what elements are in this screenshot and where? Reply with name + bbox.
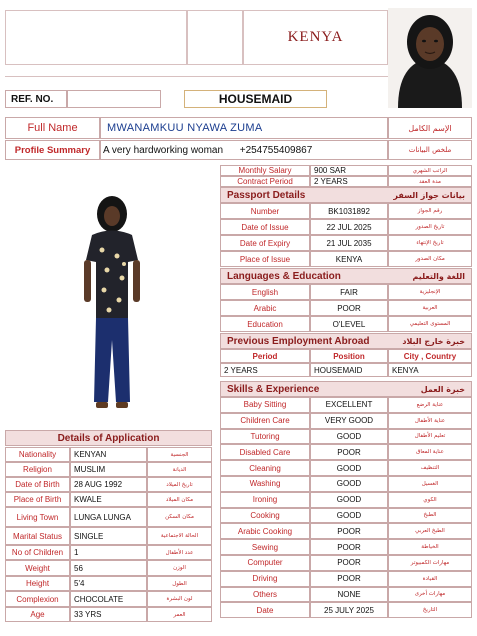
skills-row-label-text: Washing — [249, 479, 281, 489]
languages-header-text: Languages & Education — [227, 270, 341, 282]
application-row-ar-text: الديانة — [172, 466, 187, 473]
skills-row-label-text: Ironing — [252, 495, 278, 505]
skills-row-ar — [388, 508, 472, 524]
passport-row-label-text: Date of Issue — [241, 222, 289, 232]
passport-row-label — [220, 251, 310, 267]
application-row-ar-text: تاريخ الميلاد — [166, 481, 193, 488]
languages-row-label-text: Arabic — [253, 303, 277, 313]
salary-value — [310, 176, 388, 187]
headshot-photo — [388, 8, 472, 108]
application-row-value — [70, 591, 147, 607]
application-row-value — [70, 527, 147, 545]
employment-header — [220, 333, 472, 349]
application-row-value-text: KWALE — [74, 495, 102, 504]
skills-row-ar-text: عناية المعاق — [416, 449, 444, 456]
skills-row-value-text: GOOD — [336, 510, 362, 520]
application-row-label — [5, 492, 70, 507]
passport-header-ar: بيانات جواز السفر — [393, 190, 465, 200]
languages-row-value — [310, 284, 388, 300]
skills-row-value — [310, 555, 388, 571]
skills-row-ar-text: القيادة — [422, 575, 438, 582]
languages-row-label — [220, 284, 310, 300]
languages-row-value-text: O'LEVEL — [332, 319, 366, 329]
passport-row-label-text: Date of Expiry — [239, 238, 291, 248]
application-header-text: Details of Application — [57, 432, 160, 444]
position-box — [184, 90, 327, 108]
skills-row-ar — [388, 476, 472, 492]
application-row-label-text: Complexion — [16, 594, 59, 604]
application-header — [5, 430, 212, 446]
salary-label-text: Monthly Salary — [238, 166, 292, 175]
skills-row-label — [220, 523, 310, 539]
salary-ar-text: الراتب الشهري — [412, 167, 448, 174]
skills-row-ar-text: التاريخ — [422, 607, 438, 614]
passport-row-ar-text: تاريخ الصدور — [415, 224, 445, 230]
application-row-label-text: No of Children — [11, 548, 64, 557]
application-row-ar-text: العمر — [173, 611, 186, 618]
passport-row-value — [310, 219, 388, 235]
application-row-ar-text: الوزن — [173, 565, 186, 571]
skills-row-value — [310, 523, 388, 539]
salary-label-text: Contract Period — [237, 177, 293, 186]
passport-row-label-text: Place of Issue — [239, 254, 291, 264]
application-row-value-text: CHOCOLATE — [74, 594, 124, 604]
application-row-ar — [147, 545, 212, 560]
skills-row-label-text: Children Care — [240, 416, 290, 426]
skills-row-ar — [388, 429, 472, 445]
skills-row-ar-text: مهارات أخرى — [414, 591, 446, 598]
skills-row-label-text: Date — [256, 605, 274, 615]
top-left-box — [5, 10, 187, 65]
application-row-ar — [147, 447, 212, 462]
skills-row-value — [310, 539, 388, 555]
application-row-ar-text: مكان السكن — [165, 514, 194, 520]
passport-row-ar-text: مكان الصدور — [415, 256, 445, 262]
skills-row-ar — [388, 587, 472, 603]
application-row-value — [70, 560, 147, 576]
salary-ar — [388, 176, 472, 187]
application-row-label — [5, 545, 70, 560]
skills-row-label-text: Driving — [252, 574, 278, 584]
skills-row-value-text: VERY GOOD — [324, 416, 374, 426]
employment-col-header — [220, 349, 310, 363]
application-row-label — [5, 560, 70, 576]
application-row-value — [70, 576, 147, 591]
application-row-ar — [147, 492, 212, 507]
skills-row-label — [220, 587, 310, 603]
application-row-value — [70, 492, 147, 507]
languages-header-ar: اللغة والتعليم — [412, 271, 465, 281]
application-row-label-text: Age — [30, 610, 45, 619]
application-row-label-text: Living Town — [16, 512, 59, 522]
skills-row-ar-text: مهارات الكمبيوتر — [410, 559, 450, 566]
salary-value — [310, 165, 388, 176]
languages-row-ar-text: العربية — [422, 305, 438, 311]
skills-row-label-text: Disabled Care — [239, 447, 291, 457]
skills-row-value — [310, 444, 388, 460]
skills-header — [220, 381, 472, 397]
skills-row-ar — [388, 413, 472, 429]
salary-label — [220, 176, 310, 187]
passport-row-ar — [388, 219, 472, 235]
skills-row-value-text: POOR — [337, 447, 361, 457]
languages-row-ar — [388, 284, 472, 300]
skills-row-value — [310, 571, 388, 587]
passport-row-label — [220, 235, 310, 251]
skills-row-value-text: GOOD — [336, 479, 362, 489]
application-row-value-text: 33 YRS — [74, 610, 102, 619]
skills-header-ar: خبرة العمل — [420, 384, 465, 394]
application-row-ar — [147, 576, 212, 591]
salary-value-text: 2 YEARS — [314, 177, 348, 186]
application-row-value-text: KENYAN — [74, 450, 107, 459]
skills-row-label — [220, 413, 310, 429]
employment-col-header-text: Period — [252, 351, 278, 361]
skills-row-value — [310, 602, 388, 618]
full-name-ar — [388, 117, 472, 139]
skills-row-ar — [388, 571, 472, 587]
employment-cell — [310, 363, 388, 377]
full-name-ar-text: الإسم الكامل — [408, 123, 452, 133]
skills-row-value — [310, 476, 388, 492]
employment-header-text: Previous Employment Abroad — [227, 335, 370, 347]
skills-row-value-text: GOOD — [336, 431, 362, 441]
skills-row-label-text: Baby Sitting — [243, 400, 287, 410]
skills-row-value-text: 25 JULY 2025 — [324, 605, 374, 615]
skills-row-ar-text: الكوي — [423, 496, 437, 503]
ref-no-label — [5, 90, 67, 108]
profile-summary-value — [100, 140, 388, 160]
languages-row-value-text: FAIR — [340, 287, 358, 297]
passport-row-label-text: Number — [250, 206, 280, 216]
application-row-ar — [147, 591, 212, 607]
employment-header-ar: خبرة خارج البلاد — [402, 336, 465, 346]
languages-row-value-text: POOR — [337, 303, 361, 313]
languages-header — [220, 268, 472, 284]
application-row-label-text: Nationality — [18, 450, 57, 459]
skills-row-ar-text: الطبخ العربي — [415, 528, 445, 535]
passport-row-value-text: 21 JUL 2035 — [326, 238, 372, 248]
ref-no-value — [67, 90, 161, 108]
passport-row-value — [310, 203, 388, 219]
skills-row-value — [310, 587, 388, 603]
skills-row-label — [220, 555, 310, 571]
employment-col-header-text: Position — [333, 351, 365, 361]
skills-row-value-text: POOR — [337, 542, 361, 552]
application-row-value — [70, 462, 147, 477]
position-text: HOUSEMAID — [218, 92, 293, 106]
skills-row-value — [310, 429, 388, 445]
skills-row-value — [310, 492, 388, 508]
skills-row-label — [220, 539, 310, 555]
application-row-ar-text: الطول — [172, 580, 187, 587]
profile-summary-label — [5, 140, 100, 160]
skills-row-label — [220, 397, 310, 413]
application-row-value — [70, 507, 147, 527]
employment-col-header-text: City , Country — [403, 351, 457, 361]
application-row-ar — [147, 607, 212, 622]
passport-row-ar-text: تاريخ الإنتهاء — [416, 240, 444, 246]
profile-summary-label-text: Profile Summary — [14, 144, 91, 156]
application-row-ar-text: عدد الأطفال — [165, 549, 194, 556]
skills-row-label — [220, 508, 310, 524]
profile-summary-ar — [388, 140, 472, 160]
languages-row-label-text: Education — [247, 319, 283, 329]
salary-label — [220, 165, 310, 176]
passport-row-value — [310, 235, 388, 251]
passport-row-value — [310, 251, 388, 267]
skills-header-text: Skills & Experience — [227, 383, 320, 395]
application-row-label — [5, 447, 70, 462]
application-row-label — [5, 591, 70, 607]
skills-row-label — [220, 444, 310, 460]
application-row-value-text: 1 — [74, 548, 79, 557]
passport-header-text: Passport Details — [227, 189, 306, 201]
languages-row-ar-text: الإنجليزية — [419, 289, 441, 295]
passport-row-label — [220, 219, 310, 235]
skills-row-ar-text: التنظيف — [420, 465, 440, 472]
skills-row-ar — [388, 397, 472, 413]
passport-header — [220, 187, 472, 203]
application-row-label-text: Date of Birth — [15, 480, 60, 489]
application-row-label-text: Place of Birth — [13, 495, 62, 504]
skills-row-ar-text: الطبخ — [423, 512, 437, 519]
languages-row-ar — [388, 316, 472, 332]
application-row-ar-text: لون البشرة — [166, 596, 193, 602]
skills-row-value-text: GOOD — [336, 495, 362, 505]
skills-row-label-text: Computer — [247, 558, 283, 568]
application-row-label — [5, 507, 70, 527]
skills-row-value — [310, 460, 388, 476]
languages-row-label-text: English — [251, 287, 279, 297]
skills-row-value — [310, 397, 388, 413]
passport-row-value-text: KENYA — [335, 254, 363, 264]
application-row-value — [70, 545, 147, 560]
full-name-label — [5, 117, 100, 139]
employment-cell — [220, 363, 310, 377]
skills-row-ar-text: عناية الرضع — [416, 401, 444, 408]
application-row-value-text: 56 — [74, 563, 83, 573]
full-name-value — [100, 117, 388, 139]
skills-row-ar — [388, 444, 472, 460]
top-band-line — [5, 76, 388, 77]
skills-row-label — [220, 492, 310, 508]
languages-row-label — [220, 300, 310, 316]
application-row-ar — [147, 507, 212, 527]
application-row-label-text: Height — [25, 579, 50, 588]
skills-row-value-text: NONE — [337, 589, 361, 599]
application-row-value-text: 28 AUG 1992 — [74, 480, 123, 489]
application-row-label — [5, 527, 70, 545]
application-row-value-text: SINGLE — [74, 531, 104, 541]
skills-row-value-text: POOR — [337, 526, 361, 536]
skills-row-label-text: Tutoring — [250, 431, 280, 441]
skills-row-label — [220, 571, 310, 587]
languages-row-ar — [388, 300, 472, 316]
employment-cell-text: KENYA — [392, 365, 419, 375]
skills-row-label-text: Arabic Cooking — [237, 526, 293, 536]
languages-row-ar-text: المستوى التعليمي — [409, 321, 451, 327]
skills-row-label — [220, 476, 310, 492]
application-row-label — [5, 462, 70, 477]
skills-row-label-text: Cooking — [250, 510, 280, 520]
skills-row-value — [310, 508, 388, 524]
salary-ar — [388, 165, 472, 176]
languages-row-label — [220, 316, 310, 332]
application-row-label — [5, 576, 70, 591]
skills-row-value-text: EXCELLENT — [325, 400, 373, 410]
application-row-ar-text: الحالة الاجتماعية — [160, 533, 199, 539]
employment-cell-text: 2 YEARS — [224, 365, 258, 375]
application-row-ar — [147, 527, 212, 545]
skills-row-ar — [388, 460, 472, 476]
application-row-ar — [147, 560, 212, 576]
employment-col-header — [310, 349, 388, 363]
languages-row-value — [310, 300, 388, 316]
skills-row-label — [220, 429, 310, 445]
top-middle-box — [187, 10, 243, 65]
passport-row-value-text: 22 JUL 2025 — [326, 222, 372, 232]
passport-row-ar-text: رقم الجواز — [417, 208, 443, 214]
skills-row-value-text: POOR — [337, 574, 361, 584]
skills-row-label-text: Cleaning — [249, 463, 281, 473]
application-row-ar — [147, 462, 212, 477]
country-title: KENYA — [287, 29, 344, 45]
salary-value-text: 900 SAR — [314, 166, 347, 175]
country-box — [243, 10, 388, 65]
application-row-value-text: LUNGA LUNGA — [74, 512, 131, 522]
application-row-label-text: Weight — [25, 563, 50, 573]
application-row-label — [5, 477, 70, 492]
full-name-label-text: Full Name — [27, 122, 78, 134]
skills-row-ar — [388, 492, 472, 508]
application-row-value-text: 5'4 — [74, 579, 85, 588]
skills-row-ar-text: الخياطة — [421, 544, 439, 551]
skills-row-ar-text: عناية الأطفال — [414, 417, 446, 424]
passport-row-ar — [388, 203, 472, 219]
skills-row-ar-text: تعليم الأطفال — [414, 433, 446, 440]
skills-row-value-text: POOR — [337, 558, 361, 568]
languages-row-value — [310, 316, 388, 332]
skills-row-ar — [388, 523, 472, 539]
skills-row-value-text: GOOD — [336, 463, 362, 473]
profile-summary-ar-text: ملخص البيانات — [408, 146, 452, 154]
profile-summary-text: A very hardworking woman +254755409867 — [103, 144, 313, 156]
passport-row-value-text: BK1031892 — [328, 206, 370, 216]
application-row-ar-text: مكان الميلاد — [165, 496, 194, 503]
application-row-value — [70, 477, 147, 492]
full-body-photo — [62, 190, 162, 415]
skills-row-label-text: Sewing — [251, 542, 279, 552]
application-row-label-text: Religion — [23, 465, 52, 474]
passport-row-ar — [388, 235, 472, 251]
application-row-ar — [147, 477, 212, 492]
application-row-value-text: MUSLIM — [74, 465, 106, 474]
skills-row-ar — [388, 539, 472, 555]
passport-row-label — [220, 203, 310, 219]
skills-row-ar — [388, 602, 472, 618]
full-name-text: MWANAMKUU NYAWA ZUMA — [107, 122, 263, 134]
ref-no-text: REF. NO. — [11, 93, 54, 105]
application-row-value — [70, 447, 147, 462]
application-row-label — [5, 607, 70, 622]
skills-row-ar — [388, 555, 472, 571]
application-row-label-text: Marital Status — [13, 531, 62, 541]
skills-row-value — [310, 413, 388, 429]
passport-row-ar — [388, 251, 472, 267]
skills-row-label — [220, 460, 310, 476]
employment-cell — [388, 363, 472, 377]
skills-row-label-text: Others — [252, 589, 277, 599]
employment-cell-text: HOUSEMAID — [314, 365, 363, 375]
application-row-ar-text: الجنسية — [170, 451, 189, 458]
skills-row-ar-text: الغسيل — [421, 480, 439, 487]
salary-ar-text: مدة العقد — [419, 178, 441, 185]
skills-row-label — [220, 602, 310, 618]
employment-col-header — [388, 349, 472, 363]
application-row-value — [70, 607, 147, 622]
